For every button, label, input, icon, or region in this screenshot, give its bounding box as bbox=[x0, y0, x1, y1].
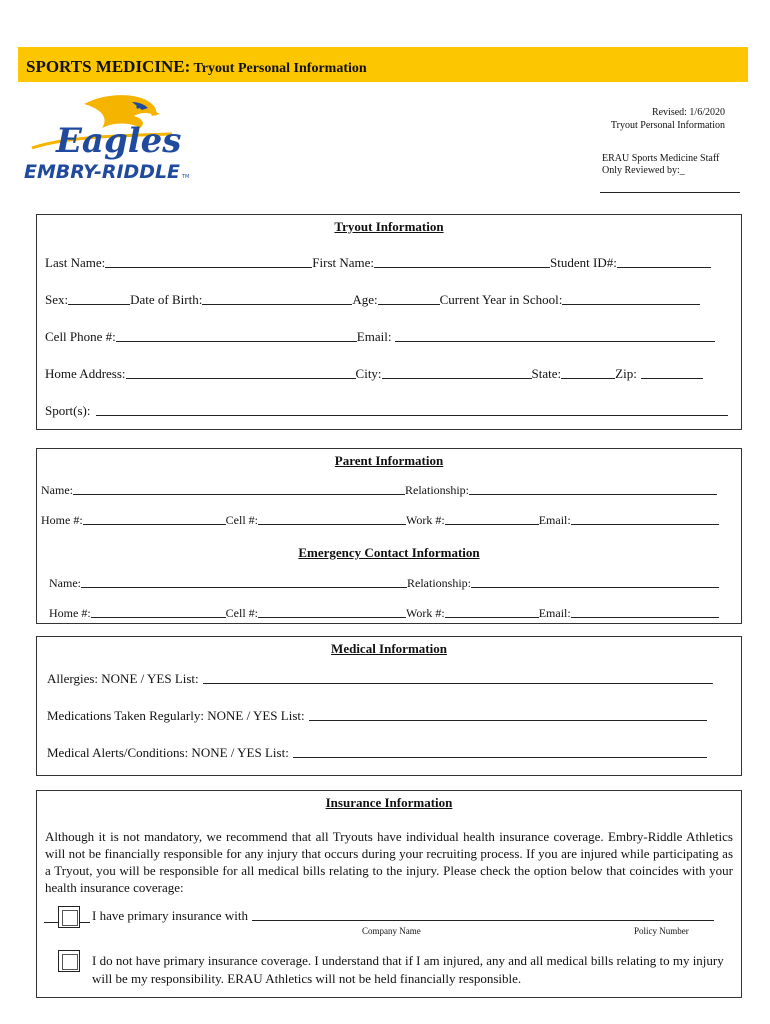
title-rest: Tryout Personal Information bbox=[190, 61, 367, 76]
allergies-label: Allergies: NONE / YES List: bbox=[47, 671, 199, 686]
emergency-cell-label: Cell #: bbox=[225, 606, 259, 620]
emergency-work-label: Work #: bbox=[406, 606, 445, 620]
emergency-name-field[interactable] bbox=[81, 587, 407, 588]
allergies-row bbox=[47, 671, 713, 687]
medications-label: Medications Taken Regularly: NONE / YES List: bbox=[47, 708, 305, 723]
alerts-label: Medical Alerts/Conditions: NONE / YES List: bbox=[47, 745, 289, 760]
email-label: Email: bbox=[356, 329, 392, 344]
parent-relationship-label: Relationship: bbox=[405, 483, 469, 497]
logo-block-text: EMBRY-RIDDLE bbox=[24, 161, 181, 183]
sex-field[interactable] bbox=[68, 304, 130, 305]
parent-name-label: Name: bbox=[41, 483, 73, 497]
emergency-email-label: Email: bbox=[538, 606, 571, 620]
parent-work-label: Work #: bbox=[406, 513, 445, 527]
staff-review-block bbox=[602, 153, 719, 177]
year-label: Current Year in School: bbox=[439, 292, 563, 307]
first-name-label: First Name: bbox=[312, 255, 375, 270]
emergency-cell-field[interactable] bbox=[258, 617, 406, 618]
tryout-section bbox=[36, 214, 742, 430]
parent-name-field[interactable] bbox=[73, 494, 405, 495]
cell-phone-field[interactable] bbox=[116, 341, 357, 342]
home-address-field[interactable] bbox=[126, 378, 356, 379]
policy-number-caption: Policy Number bbox=[634, 926, 689, 936]
alerts-field[interactable] bbox=[293, 757, 707, 758]
logo-tm: TM bbox=[182, 174, 190, 180]
home-address-label: Home Address: bbox=[45, 366, 126, 381]
last-name-label: Last Name: bbox=[45, 255, 106, 270]
parent-email-label: Email: bbox=[538, 513, 571, 527]
parent-email-field[interactable] bbox=[571, 524, 719, 525]
parent-work-field[interactable] bbox=[445, 524, 539, 525]
emergency-email-field[interactable] bbox=[571, 617, 719, 618]
tryout-title: Tryout Information bbox=[334, 219, 444, 234]
title-strong: SPORTS MEDICINE: bbox=[26, 57, 191, 76]
primary-insurance-checkbox[interactable] bbox=[58, 906, 80, 928]
contact-row bbox=[45, 329, 715, 345]
zip-field[interactable] bbox=[641, 378, 703, 379]
emergency-relationship-field[interactable] bbox=[471, 587, 719, 588]
doc-name: Tryout Personal Information bbox=[610, 120, 725, 131]
revised-date: Revised: 1/6/2020 bbox=[651, 107, 725, 118]
demographics-row bbox=[45, 292, 700, 308]
emergency-name-label: Name: bbox=[49, 576, 81, 590]
eagle-logo-icon bbox=[22, 92, 194, 184]
age-field[interactable] bbox=[378, 304, 440, 305]
parent-phone-row bbox=[41, 513, 719, 528]
primary-insurance-label: I have primary insurance with bbox=[92, 908, 248, 923]
medical-section bbox=[36, 636, 742, 776]
company-name-caption: Company Name bbox=[362, 926, 421, 936]
emergency-home-label: Home #: bbox=[49, 606, 91, 620]
parent-name-row bbox=[41, 483, 717, 498]
address-row bbox=[45, 366, 703, 382]
page-title bbox=[26, 57, 367, 77]
first-name-field[interactable] bbox=[374, 267, 550, 268]
parent-home-field[interactable] bbox=[83, 524, 226, 525]
option1-lead-line bbox=[80, 922, 90, 923]
parent-cell-label: Cell #: bbox=[225, 513, 259, 527]
city-field[interactable] bbox=[382, 378, 532, 379]
emergency-title: Emergency Contact Information bbox=[298, 545, 480, 560]
allergies-field[interactable] bbox=[203, 683, 713, 684]
emergency-work-field[interactable] bbox=[445, 617, 539, 618]
medical-title: Medical Information bbox=[331, 641, 447, 656]
company-policy-field[interactable] bbox=[252, 920, 714, 921]
state-label: State: bbox=[531, 366, 562, 381]
sports-field[interactable] bbox=[96, 415, 728, 416]
emergency-home-field[interactable] bbox=[91, 617, 226, 618]
name-row bbox=[45, 255, 711, 271]
insurance-paragraph: Although it is not mandatory, we recommend that all Tryouts have individual health insurance coverage. Embry-Riddle Athletics will not be financially responsible for any injury that occurs during your recruiting process. If you are injured while participating as a Tryout, you will be responsible for all medical bills relating to the injury. Please check the option below that coincides with your health insurance coverage: bbox=[45, 829, 733, 895]
parent-emergency-section bbox=[36, 448, 742, 624]
year-field[interactable] bbox=[562, 304, 700, 305]
state-field[interactable] bbox=[561, 378, 615, 379]
staff-line-1: ERAU Sports Medicine Staff bbox=[602, 153, 720, 164]
student-id-field[interactable] bbox=[617, 267, 711, 268]
city-label: City: bbox=[355, 366, 382, 381]
sports-row bbox=[45, 403, 728, 419]
emergency-name-row bbox=[49, 576, 719, 591]
option1-leader-line bbox=[44, 922, 58, 923]
staff-line-2: Only Reviewed by:_ bbox=[602, 165, 685, 176]
logo-script-text: Eagles bbox=[56, 121, 182, 161]
no-insurance-statement: I do not have primary insurance coverage. I understand that if I am injured, any and all medical bills relating to my injury will be my responsibility. ERAU Athletics will not be held financially responsible. bbox=[92, 953, 724, 986]
embry-riddle-eagles-logo bbox=[22, 92, 194, 184]
dob-field[interactable] bbox=[202, 304, 352, 305]
emergency-relationship-label: Relationship: bbox=[407, 576, 471, 590]
medications-field[interactable] bbox=[309, 720, 707, 721]
sex-label: Sex: bbox=[45, 292, 69, 307]
dob-label: Date of Birth: bbox=[130, 292, 203, 307]
cell-phone-label: Cell Phone #: bbox=[45, 329, 116, 344]
medications-row bbox=[47, 708, 707, 724]
reviewer-signature-line[interactable] bbox=[600, 192, 740, 193]
student-id-label: Student ID#: bbox=[550, 255, 617, 270]
age-label: Age: bbox=[352, 292, 378, 307]
last-name-field[interactable] bbox=[105, 267, 312, 268]
email-field[interactable] bbox=[395, 341, 715, 342]
parent-cell-field[interactable] bbox=[258, 524, 406, 525]
parent-home-label: Home #: bbox=[41, 513, 83, 527]
parent-title: Parent Information bbox=[334, 453, 444, 468]
primary-insurance-row bbox=[92, 908, 714, 924]
emergency-phone-row bbox=[49, 606, 719, 621]
parent-relationship-field[interactable] bbox=[469, 494, 717, 495]
no-insurance-checkbox[interactable] bbox=[58, 950, 80, 972]
alerts-row bbox=[47, 745, 707, 761]
zip-label: Zip: bbox=[615, 366, 637, 381]
header-banner bbox=[18, 47, 748, 82]
insurance-title: Insurance Information bbox=[325, 795, 453, 810]
sports-label: Sport(s): bbox=[45, 403, 91, 418]
